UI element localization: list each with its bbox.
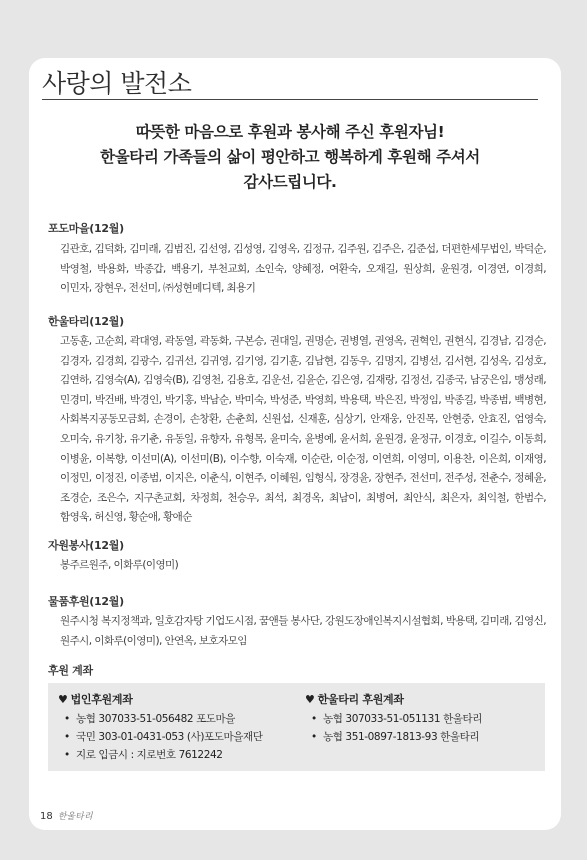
list-item: • 농협 307033-51-056482 포도마을 bbox=[58, 710, 263, 728]
section-body-volunteer: 봉주르원주, 이화루(이영미) bbox=[60, 559, 179, 571]
intro-line: 한울타리 가족들의 삶이 평안하고 행복하게 후원해 주셔서 bbox=[100, 148, 480, 166]
account-list bbox=[58, 710, 263, 764]
bullet-dot: • bbox=[64, 749, 70, 761]
section-heading-accounts: 후원 계좌 bbox=[48, 664, 93, 677]
section-body-podo: 김관호, 김덕화, 김미래, 김범진, 김선영, 김성영, 김영옥, 김정규, 김주원, 김주은, 김준섭, 더편한세무법인, 박덕순, 박영철, 박용화, 박종갑, 백용기, 부천교회, 소인숙, 양혜정, 여환숙, 오재길, 원상희, 윤원경, 이경연, 이경희, 이민자, 장현우, 전선미, ㈜성현메디텍, 최용기 bbox=[60, 243, 546, 295]
title-divider bbox=[42, 99, 538, 100]
list-item: • 국민 303-01-0431-053 (사)포도마을재단 bbox=[58, 728, 263, 746]
section-body-goods: 원주시청 복지정책과, 일호감자탕 기업도시점, 꿈앤들 봉사단, 강원도장애인복지시설협회, 박용택, 김미래, 김영신, 원주시, 이화루(이영미), 안연옥, 보호자모임 bbox=[60, 615, 546, 647]
account-box bbox=[48, 683, 545, 771]
account-title: 법인후원계좌 bbox=[70, 693, 133, 706]
account-list bbox=[305, 710, 482, 746]
list-item: • 농협 307033-51-051131 한울타리 bbox=[305, 710, 482, 728]
page-title: 사랑의 발전소 bbox=[42, 69, 192, 98]
page-footer bbox=[40, 809, 93, 822]
hanultari-account bbox=[305, 691, 482, 746]
heart-icon: ♥ bbox=[305, 693, 315, 706]
heart-icon: ♥ bbox=[58, 693, 68, 706]
section-body-hanultari: 고동훈, 고순희, 곽대영, 곽동열, 곽동화, 구본승, 권대일, 권명순, 권병열, 권영옥, 권혁인, 권현식, 김경남, 김경순, 김경자, 김경희, 김광수, 김귀선, 김귀영, 김기영, 김기훈, 김남현, 김동우, 김명지, 김병선, 김서현, 김성옥, 김성호, 김연하, 김영숙(A), 김영숙(B), 김영천, 김용호, 김운선, 김윤순, 김은영, 김재랑, 김정선, 김종국, 남궁은임, 맹성래, 민경미, 박건배, 박경인, 박기홍, 박남순, 박미숙, 박성준, 박영희, 박용택, 박은진, 박정임, 박종길, 박종범, 백병현, 사회복지공동모금회, 손경이, 손창환, 손춘희, 신원섭, 신재훈, 심상기, 안재웅, 안진목, 안현중, 안효진, 엄영숙, 오미숙, 유기창, 유기춘, 유동일, 유향자, 유형목, 윤미숙, 윤병예, 윤서희, 윤원경, 윤정규, 이경호, 이길수, 이동희, 이병윤, 이복향, 이선미(A), 이선미(B), 이수향, 이숙재, 이순란, 이순정, 이연희, 이영미, 이용찬, 이은희, 이재영, 이정민, 이정진, 이종범, 이지은, 이춘식, 이현주, 이혜원, 임형식, 장경윤, 장현주, 전선미, 전주성, 전춘수, 정혜윤, 조경순, 조은수, 지구촌교회, 차정희, 천승우, 최석, 최경옥, 최남이, 최병여, 최안식, 최은자, 최익철, 한범수, 함영욱, 허신영, 황순애, 황애순 bbox=[60, 335, 546, 524]
corporate-account bbox=[58, 691, 263, 764]
section-heading-hanultari: 한울타리(12월) bbox=[48, 315, 124, 328]
intro-message bbox=[42, 120, 538, 195]
intro-line: 따뜻한 마음으로 후원과 봉사해 주신 후원자님! bbox=[135, 123, 445, 141]
section-heading-goods: 물품후원(12월) bbox=[48, 595, 124, 608]
section-heading-volunteer: 자원봉사(12월) bbox=[48, 539, 124, 552]
bullet-dot: • bbox=[64, 713, 70, 725]
list-item: • 지로 입금시 : 지로번호 7612242 bbox=[58, 746, 263, 764]
bullet-dot: • bbox=[311, 731, 317, 743]
intro-line: 감사드립니다. bbox=[243, 173, 337, 191]
bullet-dot: • bbox=[64, 731, 70, 743]
list-item: • 농협 351-0897-1813-93 한울타리 bbox=[305, 728, 482, 746]
footer-logo: 한울타리 bbox=[57, 812, 93, 822]
section-heading-podo: 포도마을(12월) bbox=[48, 222, 124, 235]
account-title: 한울타리 후원계좌 bbox=[317, 693, 404, 706]
page-number: 18 bbox=[40, 811, 53, 822]
bullet-dot: • bbox=[311, 713, 317, 725]
